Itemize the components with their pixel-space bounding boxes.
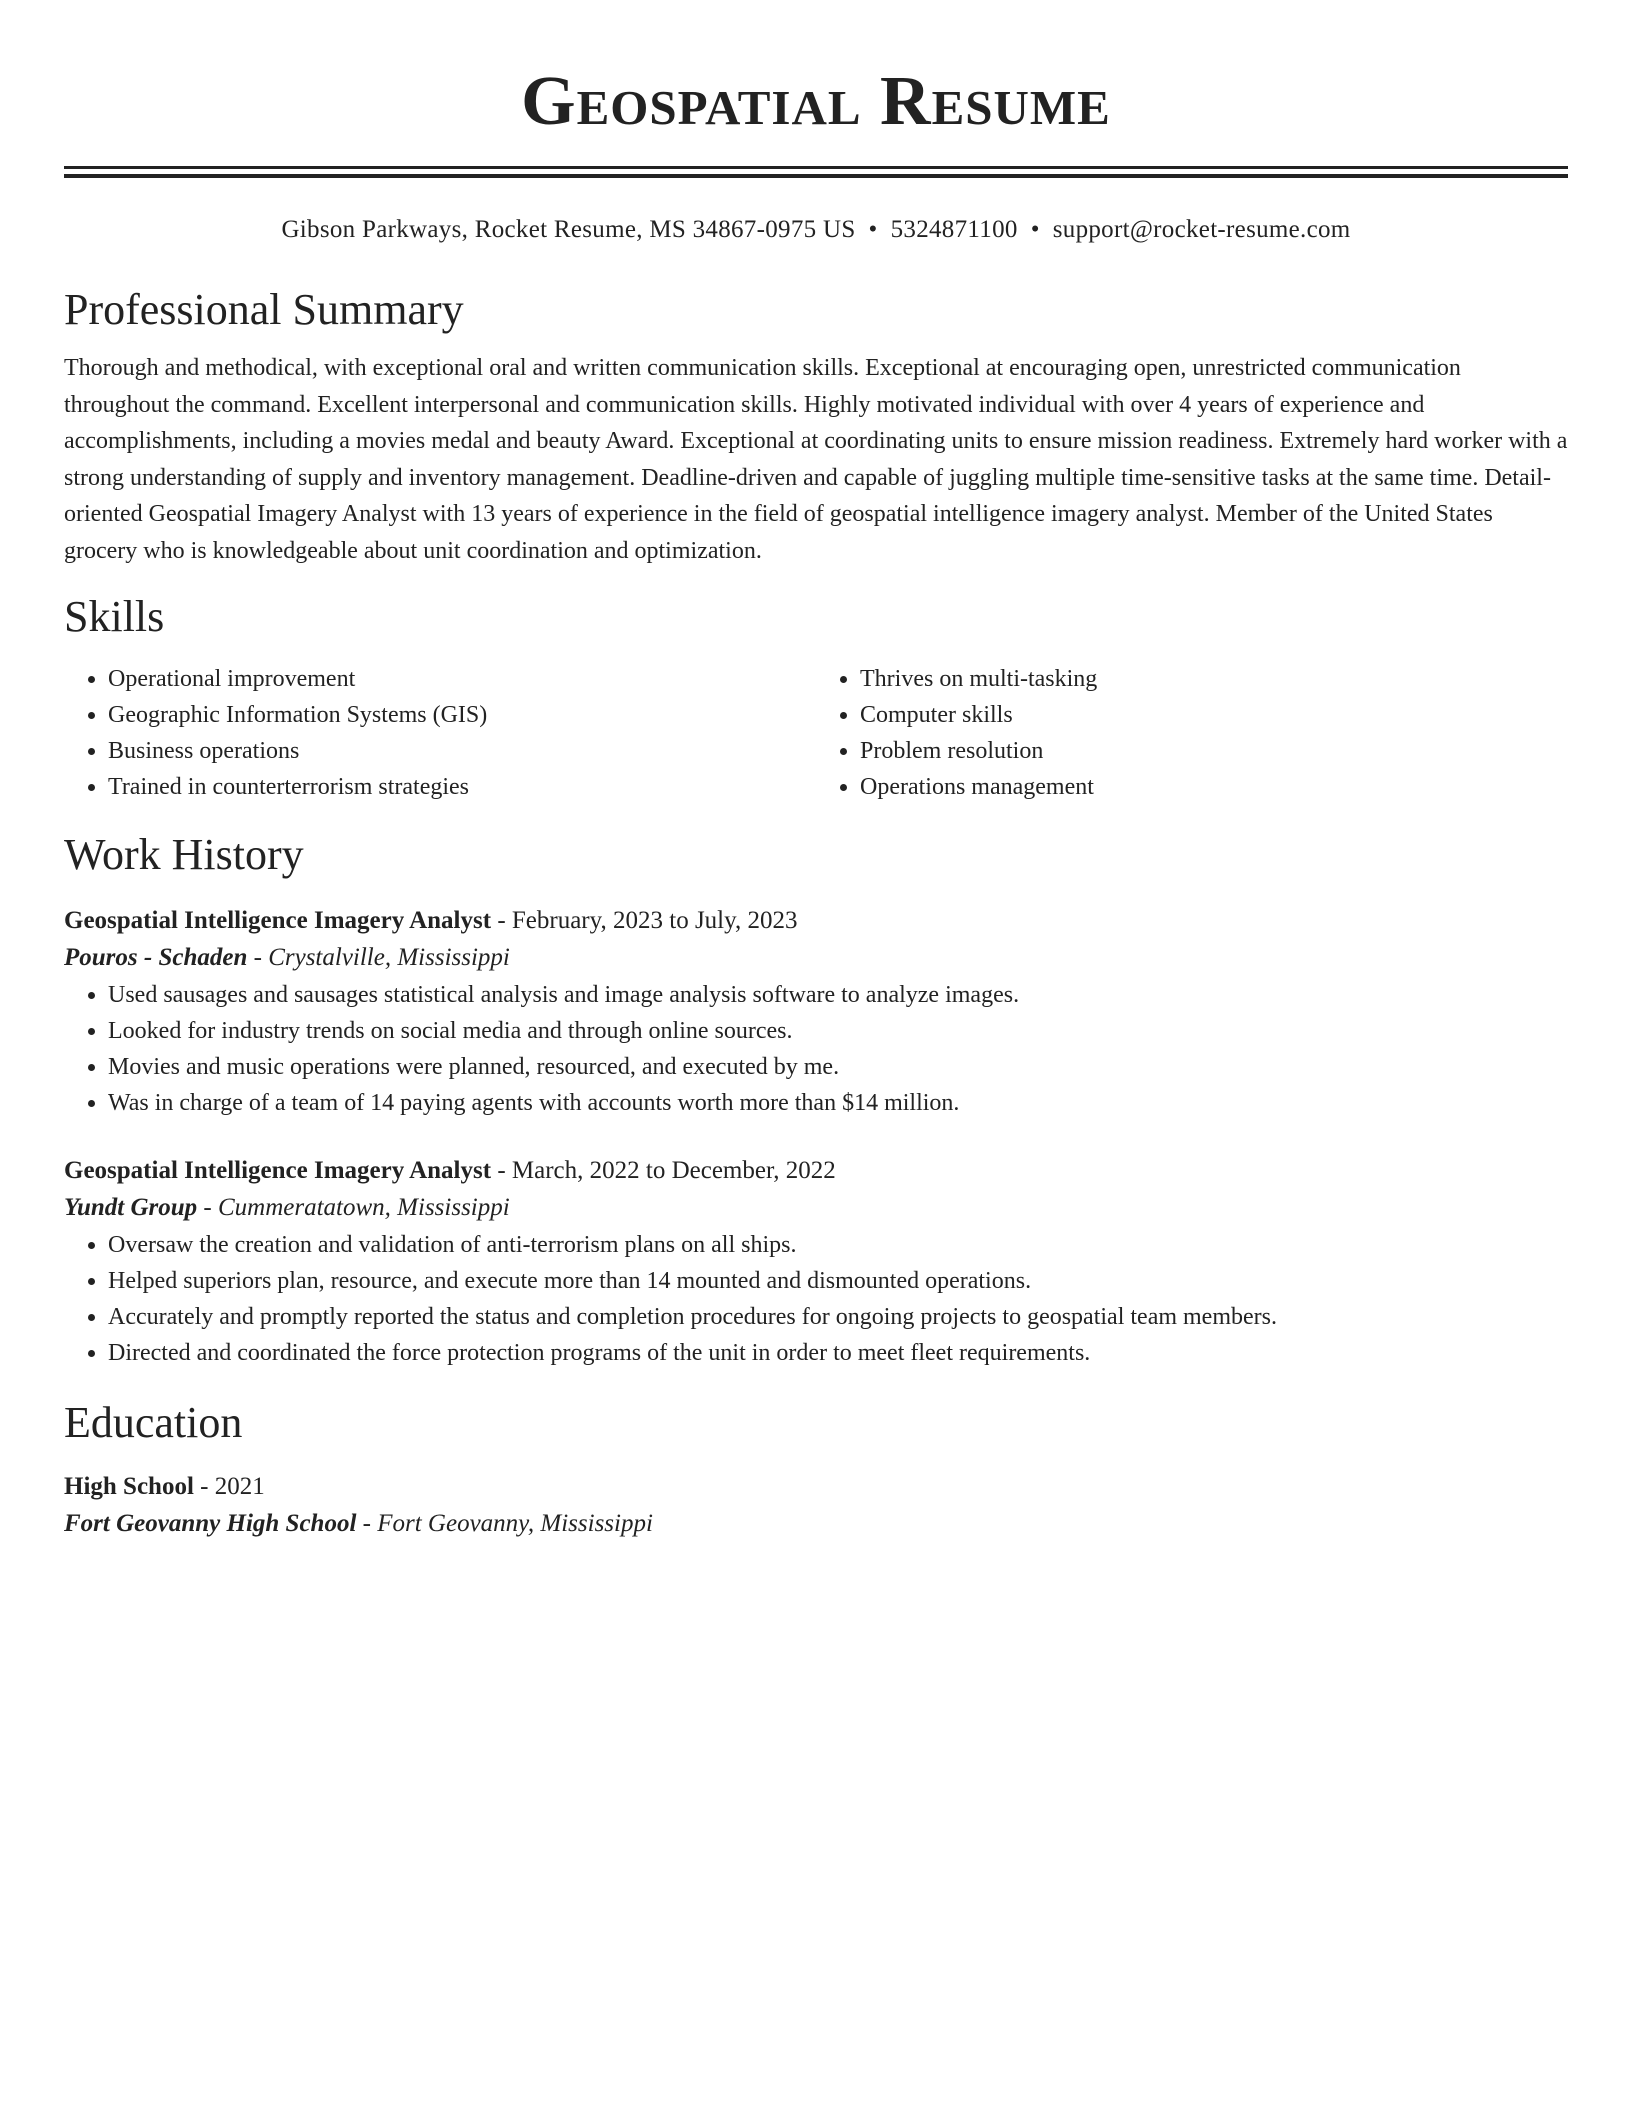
job-entry xyxy=(64,903,1568,1121)
skill-item: • Operational improvement xyxy=(108,661,816,697)
education-school-line xyxy=(64,1505,1568,1543)
school-name: Fort Geovanny High School xyxy=(64,1510,357,1537)
job-bullet: • Oversaw the creation and validation of anti-terrorism plans on all ships. xyxy=(108,1227,1568,1263)
job-title-line xyxy=(64,1153,1568,1189)
job-bullet: • Used sausages and sausages statistical analysis and image analysis software to analyze images. xyxy=(108,977,1568,1013)
skills-left-column xyxy=(64,661,816,805)
education-degree: High School xyxy=(64,1473,194,1500)
company-name: Yundt Group xyxy=(64,1194,198,1221)
job-title: Geospatial Intelligence Imagery Analyst xyxy=(64,1157,492,1184)
job-bullet: • Looked for industry trends on social media and through online sources. xyxy=(108,1013,1568,1049)
skill-item: • Thrives on multi-tasking xyxy=(860,661,1568,697)
contact-email: support@rocket-resume.com xyxy=(1052,216,1351,243)
job-bullet: • Directed and coordinated the force protection programs of the unit in order to meet fleet requirements. xyxy=(108,1335,1568,1371)
skills-grid xyxy=(64,661,1568,805)
summary-heading: Professional Summary xyxy=(64,285,464,334)
job-dates: - February, 2023 to July, 2023 xyxy=(491,907,798,934)
skill-item: • Geographic Information Systems (GIS) xyxy=(108,697,816,733)
bullet-separator-icon: • xyxy=(1030,216,1040,243)
skill-item: • Trained in counterterrorism strategies xyxy=(108,769,816,805)
skills-right-column xyxy=(816,661,1568,805)
job-title-line xyxy=(64,903,1568,939)
summary-text: Thorough and methodical, with exceptional oral and written communication skills. Exceptional at encouraging open, unrestricted communication throughout the command. Excellent interpersonal and communication skills. Highly motivated individual with over 4 years of experience and accomplishments, including a movies medal and beauty Award. Exceptional at coordinating units to ensure mission readiness. Extremely hard worker with a strong understanding of supply and inventory management. Deadline-driven and capable of juggling multiple time-sensitive tasks at the same time. Detail-oriented Geospatial Imagery Analyst with 13 years of experience in the field of geospatial intelligence imagery analyst. Member of the United States grocery who is knowledgeable about unit coordination and optimization. xyxy=(64,355,1568,564)
bullet-separator-icon: • xyxy=(868,216,878,243)
job-bullets xyxy=(64,1227,1568,1371)
company-location: - Cummeratatown, Mississippi xyxy=(197,1194,510,1221)
job-bullet: • Accurately and promptly reported the status and completion procedures for ongoing projects to geospatial team members. xyxy=(108,1299,1568,1335)
company-line xyxy=(64,1189,1568,1227)
job-entry xyxy=(64,1153,1568,1371)
job-bullet: • Was in charge of a team of 14 paying agents with accounts worth more than $14 million. xyxy=(108,1085,1568,1121)
skill-item: • Business operations xyxy=(108,733,816,769)
company-location: - Crystalville, Mississippi xyxy=(247,944,510,971)
contact-phone: 5324871100 xyxy=(890,216,1018,243)
skill-item: • Operations management xyxy=(860,769,1568,805)
job-bullet: • Movies and music operations were planned, resourced, and executed by me. xyxy=(108,1049,1568,1085)
education-year: - 2021 xyxy=(193,1473,265,1500)
education-degree-line xyxy=(64,1469,1568,1505)
job-bullets xyxy=(64,977,1568,1121)
job-dates: - March, 2022 to December, 2022 xyxy=(491,1157,836,1184)
contact-address: Gibson Parkways, Rocket Resume, MS 34867-0975 US xyxy=(281,216,856,243)
skill-item: • Problem resolution xyxy=(860,733,1568,769)
school-location: - Fort Geovanny, Mississippi xyxy=(356,1510,653,1537)
company-name: Pouros - Schaden xyxy=(64,944,248,971)
company-line xyxy=(64,939,1568,977)
resume-title: Geospatial Resume xyxy=(521,63,1111,140)
work-history-heading: Work History xyxy=(64,830,304,879)
job-bullet: • Helped superiors plan, resource, and execute more than 14 mounted and dismounted operations. xyxy=(108,1263,1568,1299)
contact-line xyxy=(64,214,1568,246)
skills-heading: Skills xyxy=(64,592,165,641)
education-heading: Education xyxy=(64,1398,243,1447)
skill-item: • Computer skills xyxy=(860,697,1568,733)
job-title: Geospatial Intelligence Imagery Analyst xyxy=(64,907,492,934)
title-divider xyxy=(64,166,1568,178)
